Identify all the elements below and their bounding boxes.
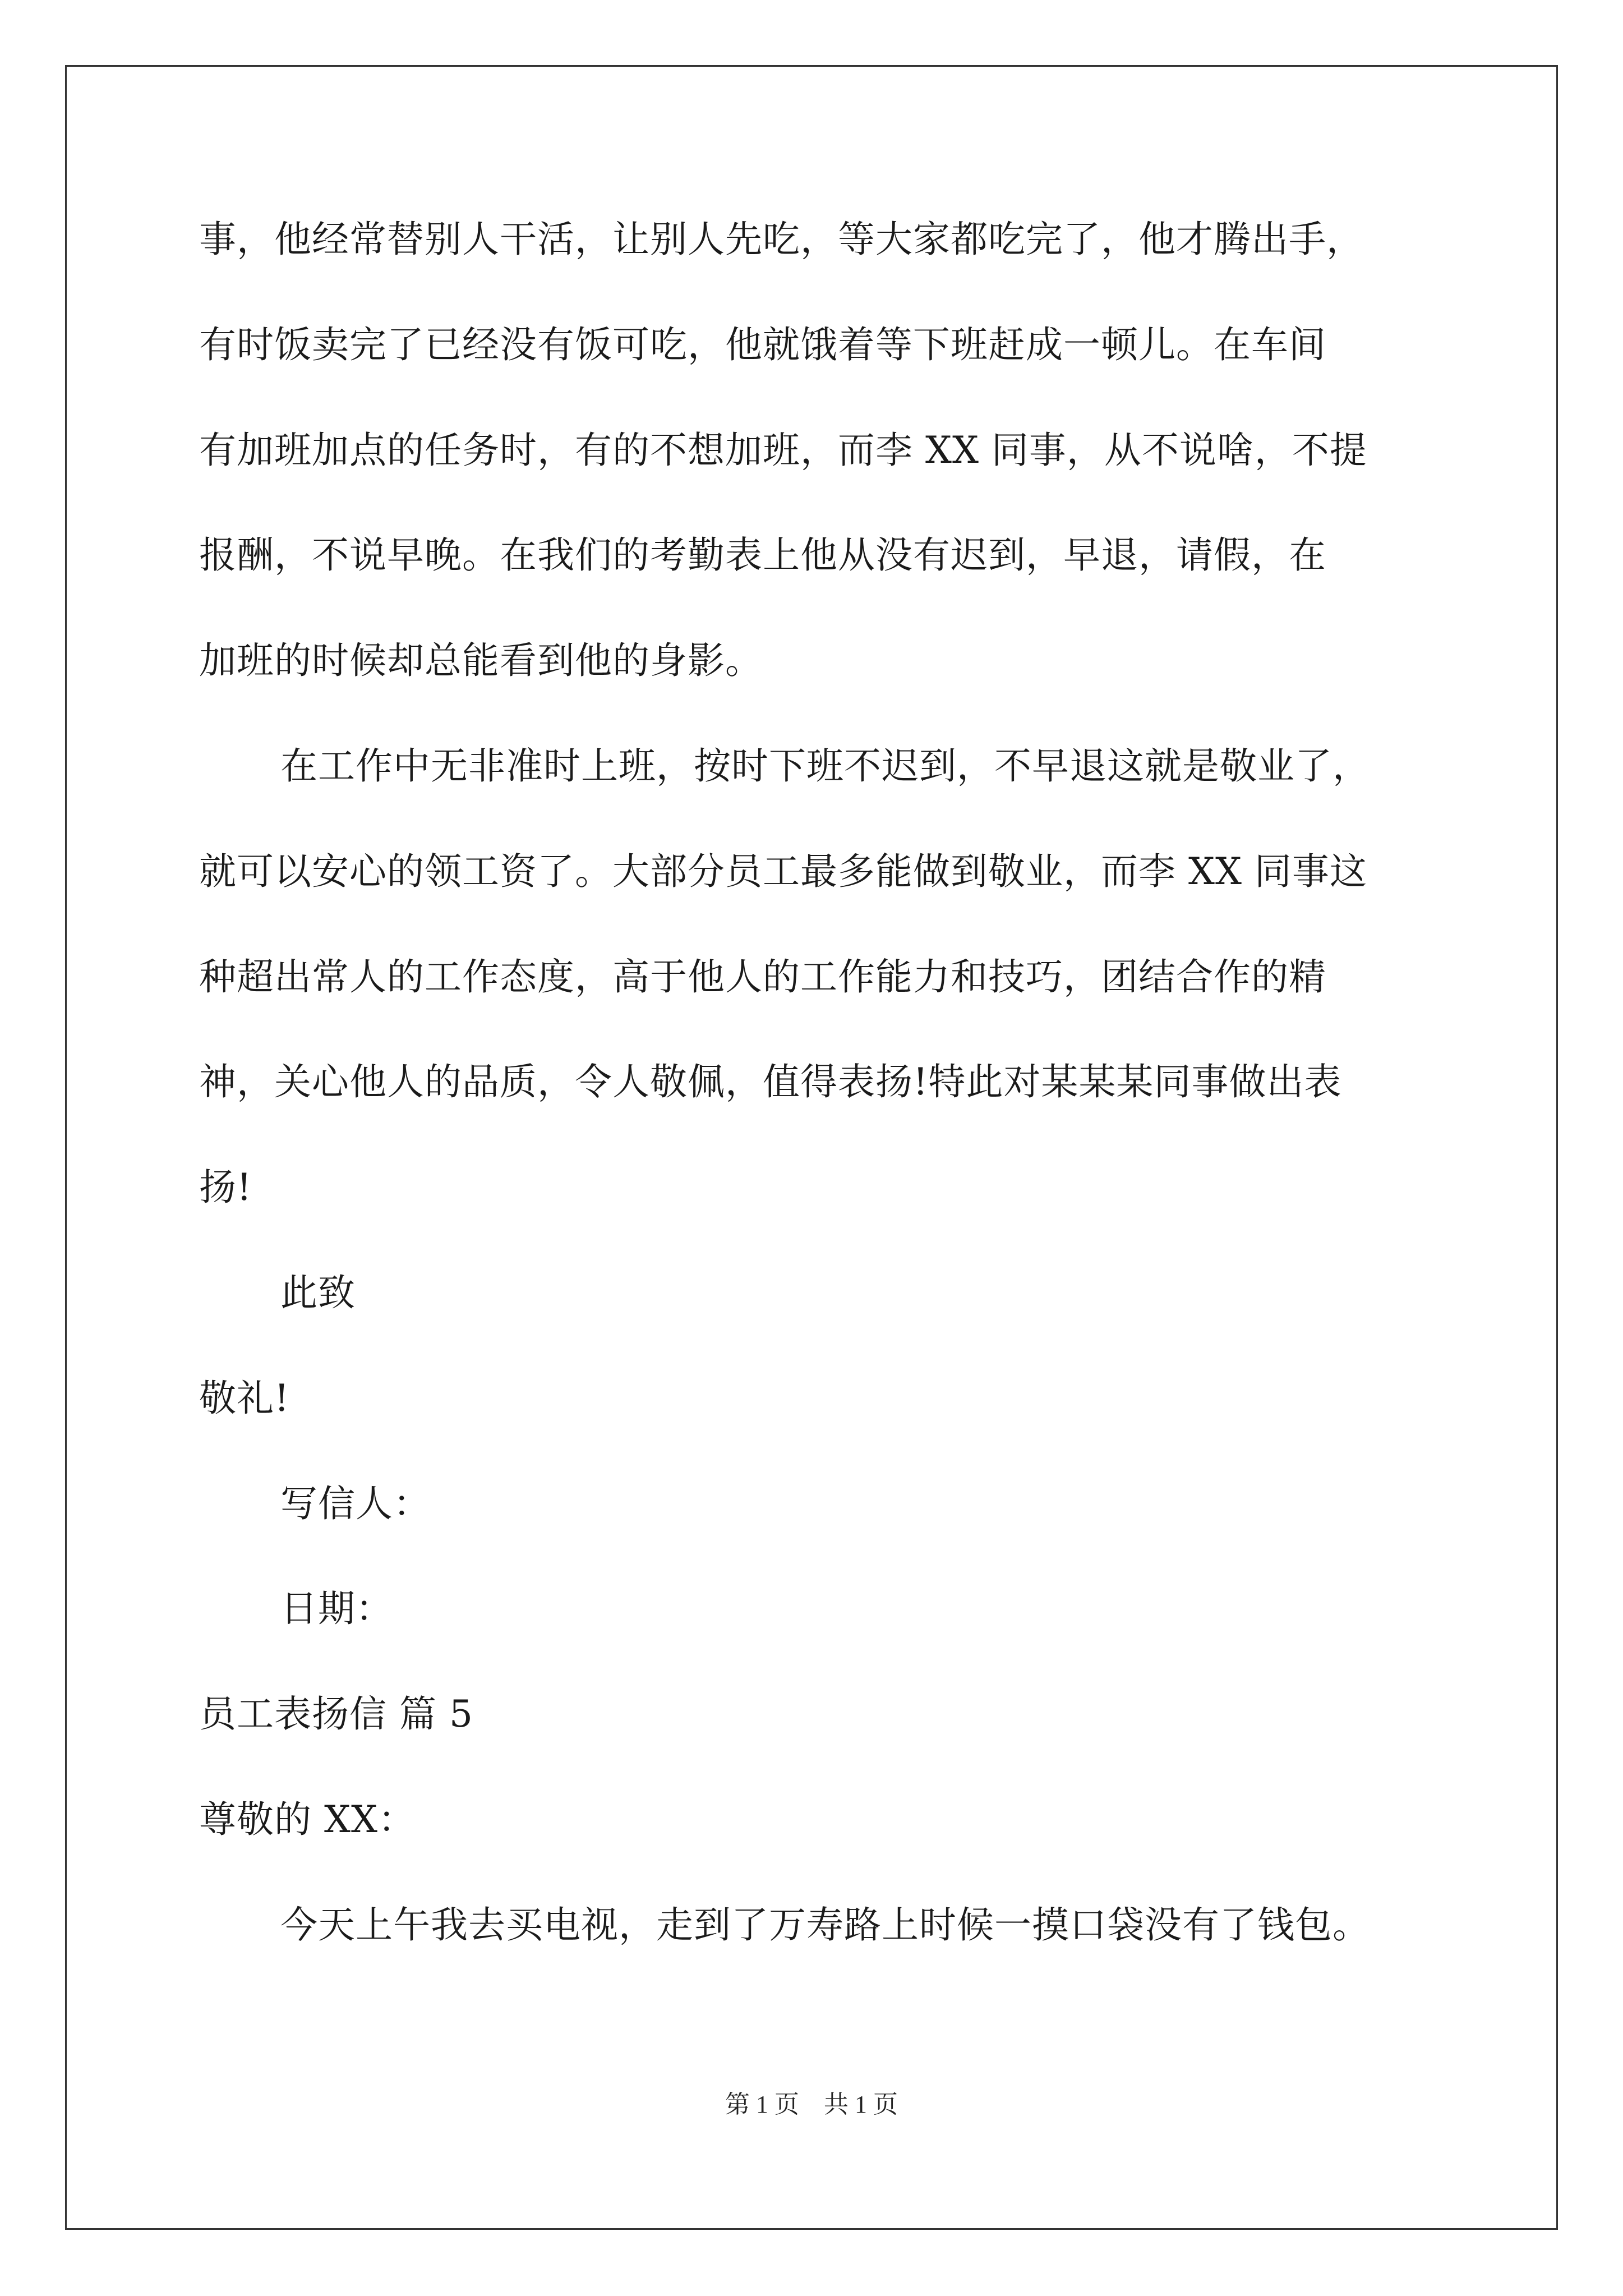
closing-regards: 敬礼! xyxy=(199,1377,290,1420)
body-line-2: 有时饭卖完了已经没有饭可吃，他就饿着等下班赶成一顿儿。在车间 xyxy=(199,323,1326,366)
paragraph-2-line-2: 就可以安心的领工资了。大部分员工最多能做到敬业，而李 XX 同事这 xyxy=(199,850,1367,893)
letter-greeting: 尊敬的 XX： xyxy=(199,1798,416,1841)
closing-salutation: 此致 xyxy=(280,1271,356,1314)
body-line-1: 事，他经常替别人干活，让别人先吃，等大家都吃完了，他才腾出手， xyxy=(199,218,1364,261)
paragraph-2-line-1: 在工作中无非准时上班，按时下班不迟到，不早退这就是敬业了， xyxy=(280,744,1370,788)
body-line-3: 有加班加点的任务时，有的不想加班，而李 XX 同事，从不说啥，不提 xyxy=(199,429,1367,472)
body-line-5: 加班的时候却总能看到他的身影。 xyxy=(199,639,763,682)
paragraph-2-line-5: 扬! xyxy=(199,1166,252,1209)
letter-body-line-1: 今天上午我去买电视，走到了万寿路上时候一摸口袋没有了钱包。 xyxy=(280,1903,1370,1947)
signature-writer: 写信人： xyxy=(280,1482,431,1525)
body-line-4: 报酬，不说早晚。在我们的考勤表上他从没有迟到，早退，请假，在 xyxy=(199,533,1326,577)
paragraph-2-line-3: 种超出常人的工作态度，高于他人的工作能力和技巧，团结合作的精 xyxy=(199,955,1326,999)
paragraph-2-line-4: 神，关心他人的品质，令人敬佩，值得表扬!特此对某某某同事做出表 xyxy=(199,1060,1342,1103)
page-number-footer: 第 1 页 共 1 页 xyxy=(725,2091,898,2118)
section-heading: 员工表扬信 篇 5 xyxy=(199,1692,473,1736)
signature-date: 日期： xyxy=(280,1587,393,1630)
